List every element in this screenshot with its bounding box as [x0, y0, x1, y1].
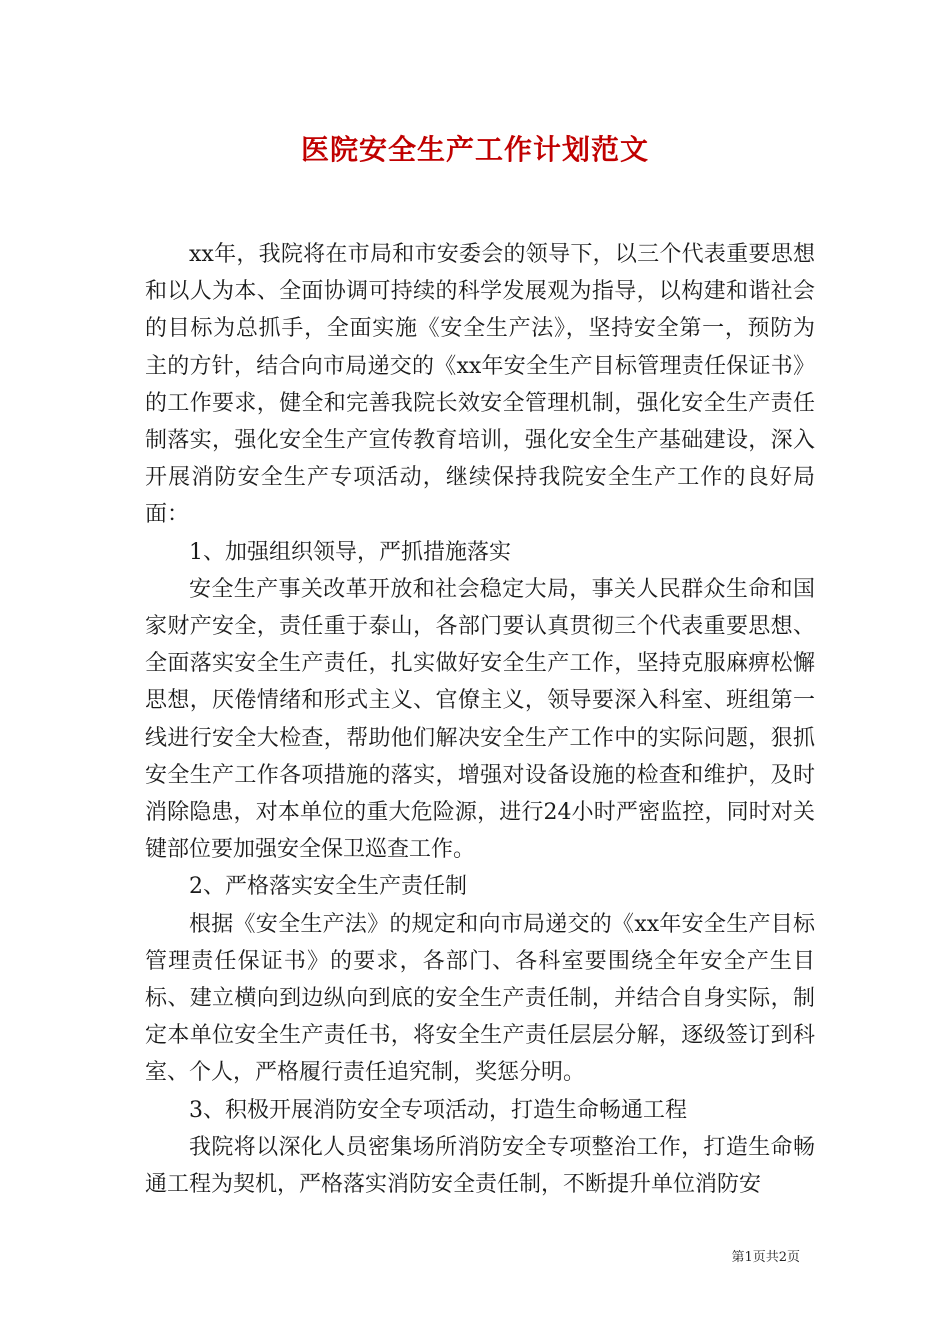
section-heading-2: 2、严格落实安全生产责任制 — [189, 874, 467, 900]
intro-paragraph: xx年，我院将在市局和市安委会的领导下，以三个代表重要思想和以人为本、全面协调可持续的科学发展观为指导，以构建和谐社会的目标为总抓手，全面实施《安全生产法》，坚持安全第一，预防为主的方针，结合向市局递交的《xx年安全生产目标管理责任保证书》的工作要求，健全和完善我院长效安全管理机制，强化安全生产责任制落实，强化安全生产宣传教育培训，强化安全生产基础建设，深入开展消防安全生产专项活动，继续保持我院安全生产工作的良好局面： — [145, 242, 815, 528]
document-title: 医院安全生产工作计划范文 — [300, 133, 649, 166]
page-number: 第1页共2页 — [731, 1250, 800, 1265]
section-1-paragraph: 安全生产事关改革开放和社会稳定大局，事关人民群众生命和国家财产安全，责任重于泰山，各部门要认真贯彻三个代表重要思想、全面落实安全生产责任，扎实做好安全生产工作，坚持克服麻痹松懈思想，厌倦情绪和形式主义、官僚主义，领导要深入科室、班组第一线进行安全大检查，帮助他们解决安全生产工作中的实际问题，狠抓安全生产工作各项措施的落实，增强对设备设施的检查和维护，及时消除隐患，对本单位的重大危险源，进行24小时严密监控，同时对关键部位要加强安全保卫巡查工作。 — [145, 576, 815, 863]
section-heading-1: 1、加强组织领导，严抓措施落实 — [189, 539, 511, 565]
section-3-paragraph: 我院将以深化人员密集场所消防安全专项整治工作，打造生命畅通工程为契机，严格落实消防安全责任制，不断提升单位消防安 — [145, 1134, 815, 1198]
section-2-paragraph: 根据《安全生产法》的规定和向市局递交的《xx年安全生产目标管理责任保证书》的要求，各部门、各科室要围绕全年安全产生目标、建立横向到边纵向到底的安全生产责任制，并结合自身实际，制定本单位安全生产责任书，将安全生产责任层层分解，逐级签订到科室、个人，严格履行责任追究制，奖惩分明。 — [145, 911, 815, 1086]
section-heading-3: 3、积极开展消防安全专项活动，打造生命畅通工程 — [189, 1097, 687, 1123]
document-body — [145, 236, 815, 1203]
